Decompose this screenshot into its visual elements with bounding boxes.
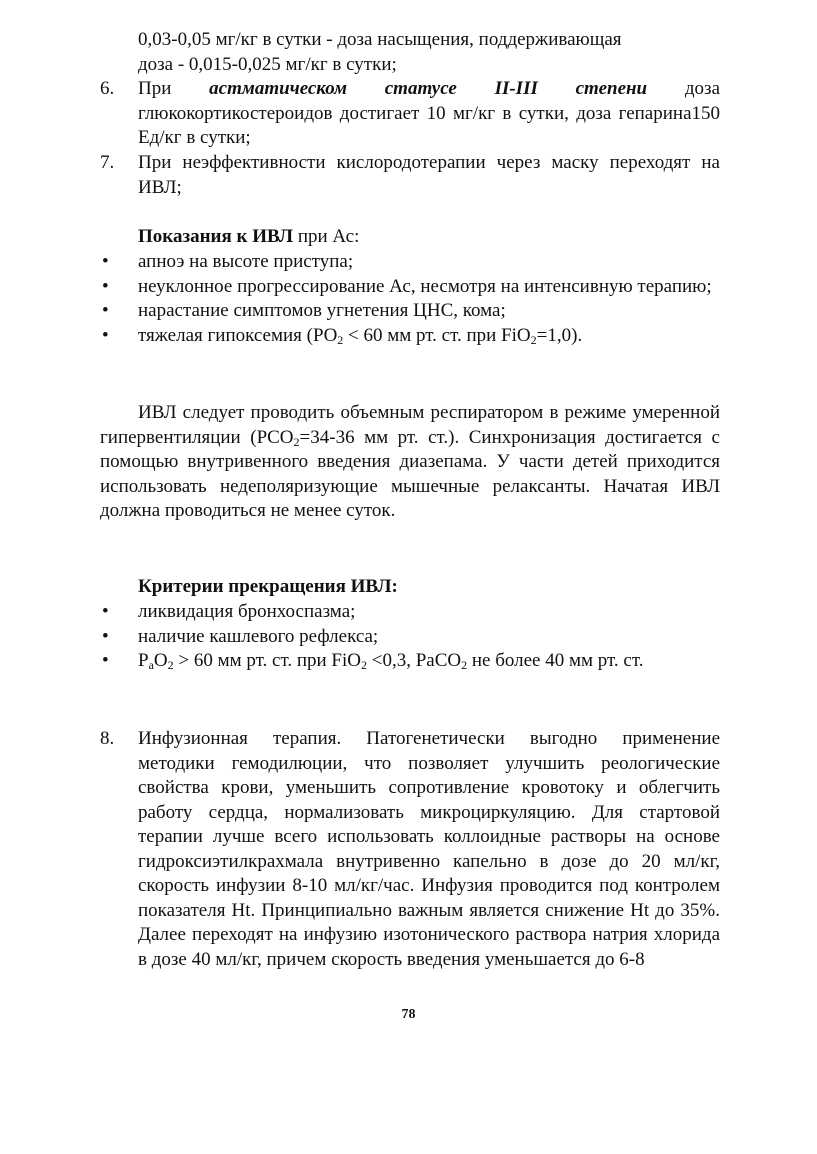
continuation-line-1: 0,03-0,05 мг/кг в сутки - доза насыщения, поддерживающая [138, 29, 622, 50]
bullet-icon: • [102, 251, 109, 272]
heading-bold: Показания к ИВЛ [138, 226, 294, 247]
subscript: 2 [461, 658, 468, 673]
bullet-icon: • [102, 601, 109, 622]
list-item [100, 600, 720, 625]
item-number: 8. [100, 728, 115, 749]
subscript: 2 [167, 658, 174, 673]
text-part: тяжелая гипоксемия (PO [138, 324, 338, 346]
bullet-icon: • [102, 650, 109, 672]
list-item [100, 649, 720, 674]
text-part: O [153, 650, 168, 672]
emphasis-text: астматическом статусе II-III степени [209, 78, 648, 99]
item-prefix: При [138, 78, 210, 99]
subscript: a [148, 658, 154, 673]
item-text: апноэ на высоте приступа; [138, 251, 354, 272]
text-part: =34-36 мм рт. ст.). Синхронизация достигается с помощью внутривенного введения диазепама. У части детей приходится использовать недеполяризующие мышечные релаксанты. Начатая ИВЛ должна проводиться не менее суток. [100, 426, 720, 522]
item-number: 7. [100, 152, 115, 173]
bullet-icon: • [102, 625, 109, 647]
page-number: 78 [401, 1007, 416, 1022]
continuation-line-2: доза - 0,015-0,025 мг/кг в сутки; [138, 53, 397, 75]
list-item-7 [100, 151, 720, 200]
text-part: < 60 мм рт. ст. при FiO [343, 324, 531, 346]
list-item [100, 324, 720, 349]
criteria-list [100, 600, 720, 674]
subscript: 2 [530, 332, 537, 347]
item-text: Инфузионная терапия. Патогенетически выгодно применение методики гемодилюции, что позволяет улучшить реологические свойства крови, уменьшить сопротивление кровотоку и облегчить работу сердца, нормализовать микроциркуляцию. Для стартовой терапии лучше всего использовать коллоидные растворы на основе гидроксиэтилкрахмала внутривенно капельно в дозе до 20 мл/кг, скорость инфузии 8-10 мл/кг/час. Инфузия проводится под контролем показателя Ht. Принципиально важным является снижение Ht до 35%. Далее переходят на инфузию изотонического раствора натрия хлорида в дозе 40 мл/кг, причем скорость введения уменьшается до 6-8 [138, 728, 720, 970]
bullet-icon: • [102, 300, 109, 322]
subscript: 2 [361, 658, 367, 673]
bullet-icon: • [102, 275, 109, 297]
list-item [100, 275, 720, 300]
ventilation-paragraph [100, 401, 720, 524]
item-rest: доза глюкокортикостероидов достигает 10 мг/кг в сутки, доза гепарина150 Ед/кг в сутки; [138, 78, 720, 149]
subscript: 2 [337, 332, 344, 347]
indications-heading [138, 225, 720, 250]
indications-list [100, 250, 720, 348]
item-text: наличие кашлевого рефлекса; [138, 625, 379, 647]
list-item-6 [100, 77, 720, 151]
subscript: 2 [293, 434, 300, 449]
text-part: ИВЛ следует проводить объемным респиратором в режиме умеренной гипервентиляции (PCO [100, 402, 720, 448]
item-text [138, 324, 720, 349]
item-text: нарастание симптомов угнетения ЦНС, кома; [138, 300, 506, 322]
criteria-heading: Критерии прекращения ИВЛ: [138, 576, 398, 597]
item-number: 6. [100, 78, 115, 99]
bullet-icon: • [102, 324, 109, 346]
list-item [100, 625, 720, 650]
text-part: P [138, 650, 149, 672]
text-part: =1,0). [536, 324, 583, 346]
item-text: При неэффективности кислородотерапии через маску переходят на ИВЛ; [138, 152, 720, 198]
heading-rest: при Ас: [293, 226, 360, 247]
item-text: ликвидация бронхоспазма; [138, 601, 356, 622]
list-item [100, 299, 720, 324]
text-part: > 60 мм рт. ст. при FiO [173, 650, 361, 672]
item-text [138, 649, 720, 674]
list-item [100, 250, 720, 275]
text-part: не более 40 мм рт. ст. [467, 650, 644, 672]
text-part: <0,3, PaCO [367, 650, 462, 672]
continuation-text [138, 28, 720, 77]
item-text [138, 77, 720, 151]
item-text: неуклонное прогрессирование Ас, несмотря на интенсивную терапию; [138, 275, 712, 297]
list-item-8 [100, 727, 720, 972]
